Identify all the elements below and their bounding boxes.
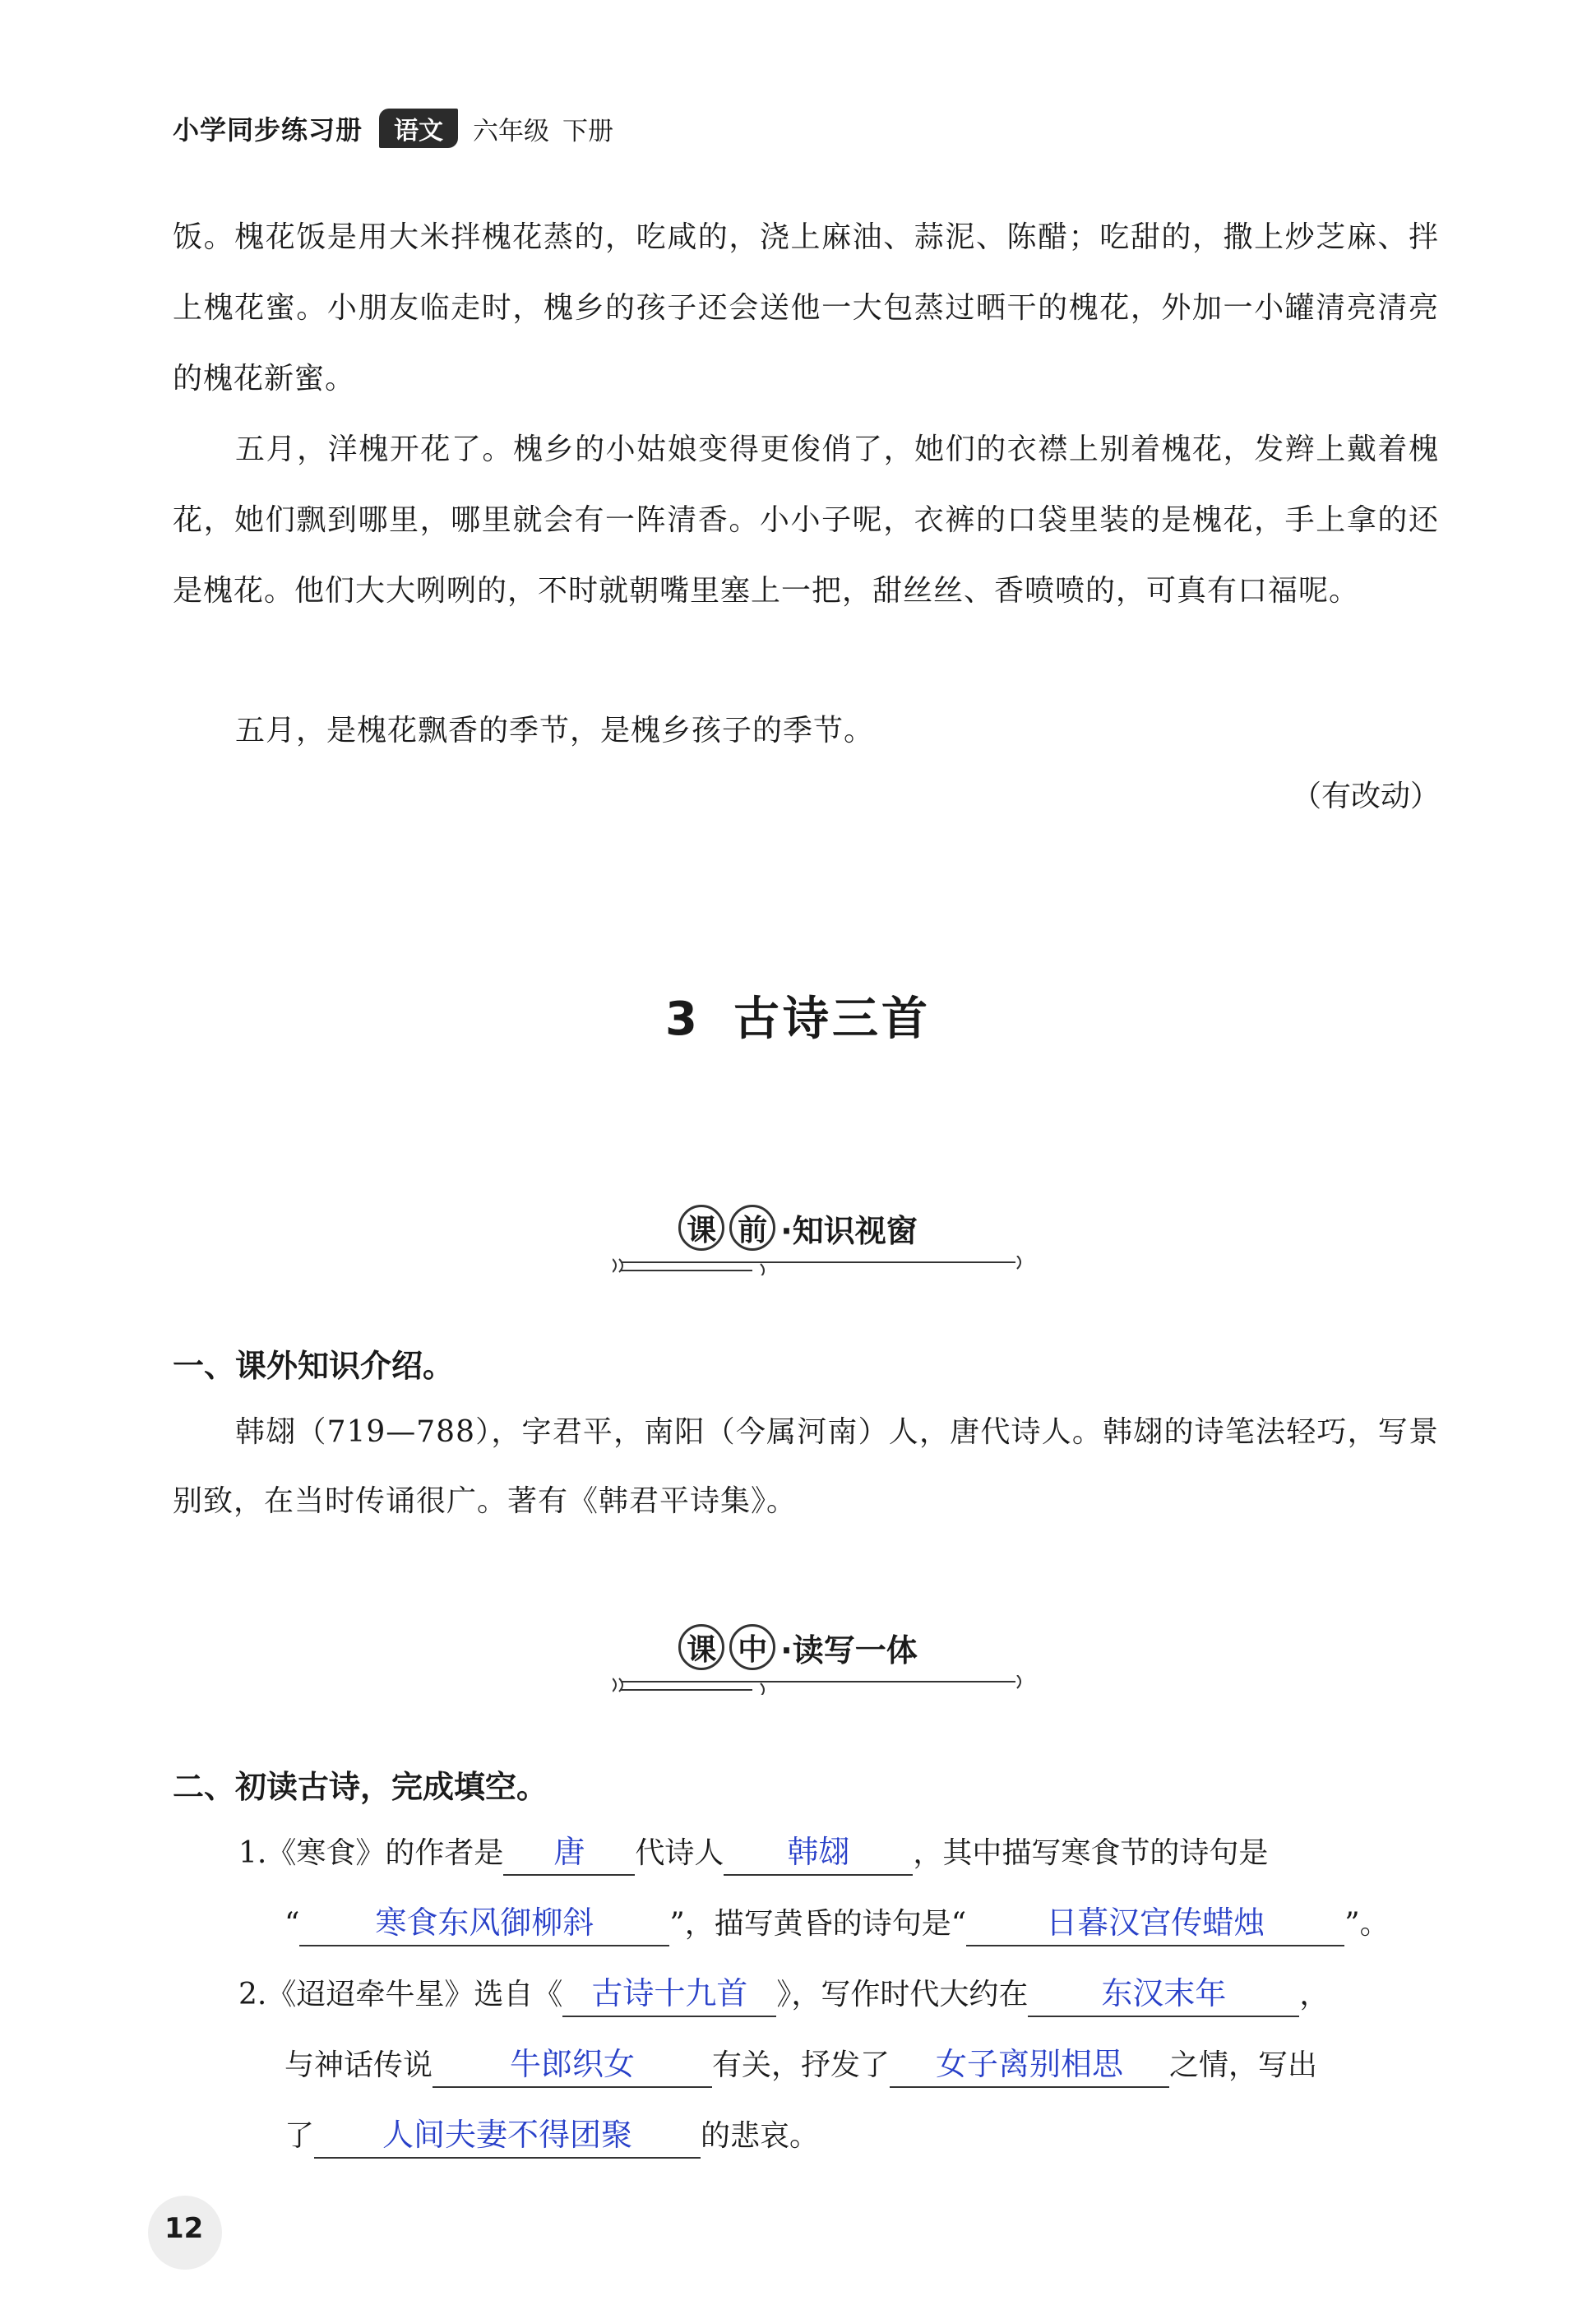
book-title: 小学同步练习册 bbox=[173, 114, 363, 146]
lesson-number: 3 bbox=[665, 993, 701, 1046]
passage-paragraph-3: 五月，是槐花飘香的季节，是槐乡孩子的季节。 bbox=[235, 714, 875, 748]
section-banner-pre-class bbox=[0, 1205, 1596, 1284]
fill-text: 与神话传说 bbox=[285, 2048, 433, 2082]
fill-item-2-line-1 bbox=[238, 1970, 1439, 2020]
banner-char-2: 前 bbox=[729, 1205, 775, 1251]
fill-text: 了 bbox=[285, 2119, 315, 2153]
page-header bbox=[173, 109, 613, 148]
banner-ornament-icon bbox=[613, 1256, 1024, 1275]
answer-blank[interactable]: 女子离别相思 bbox=[890, 2042, 1169, 2088]
fill-text: 有关，抒发了 bbox=[712, 2048, 891, 2082]
fill-item-1-line-2 bbox=[285, 1900, 1485, 1949]
banner-char-1: 课 bbox=[678, 1205, 724, 1251]
passage-paragraph-1: 饭。槐花饭是用大米拌槐花蒸的，吃咸的，浇上麻油、蒜泥、陈醋；吃甜的，撒上炒芝麻、拌上槐花蜜。小朋友临走时，槐乡的孩子还会送他一大包蒸过晒干的槐花，外加一小罐清亮清亮的槐花新蜜。 bbox=[173, 220, 1439, 396]
answer-blank[interactable]: 牛郎织女 bbox=[433, 2042, 712, 2088]
question-1-title: 一、课外知识介绍。 bbox=[173, 1348, 455, 1384]
fill-text: ”。 bbox=[1344, 1907, 1390, 1941]
banner-label: ·读写一体 bbox=[780, 1632, 918, 1669]
fill-item-1-line-1 bbox=[238, 1829, 1439, 1878]
fill-text: 1.《寒食》的作者是 bbox=[238, 1836, 504, 1870]
lesson-title bbox=[0, 983, 1596, 1048]
answer-blank[interactable]: 古诗十九首 bbox=[562, 1971, 776, 2017]
passage-paragraph-2: 五月，洋槐开花了。槐乡的小姑娘变得更俊俏了，她们的衣襟上别着槐花，发辫上戴着槐花，她们飘到哪里，哪里就会有一阵清香。小小子呢，衣裤的口袋里装的是槐花，手上拿的还是槐花。他们大大咧咧的，不时就朝嘴里塞上一把，甜丝丝、香喷喷的，可真有口福呢。 bbox=[173, 433, 1439, 608]
fill-item-2-line-2 bbox=[285, 2041, 1485, 2090]
answer-blank[interactable]: 东汉末年 bbox=[1028, 1971, 1299, 2017]
fill-text: 》，写作时代大约在 bbox=[776, 1978, 1029, 2011]
fill-text: ，其中描写寒食节的诗句是 bbox=[913, 1836, 1269, 1870]
answer-blank[interactable]: 日暮汉宫传蜡烛 bbox=[966, 1900, 1344, 1946]
question-2-title: 二、初读古诗，完成填空。 bbox=[173, 1769, 548, 1805]
grade-label: 六年级 bbox=[473, 116, 550, 146]
volume-label: 下册 bbox=[562, 116, 614, 146]
fill-text: 之情，写出 bbox=[1169, 2048, 1318, 2082]
fill-text: 代诗人 bbox=[635, 1836, 724, 1870]
answer-blank[interactable]: 唐 bbox=[503, 1830, 635, 1876]
subject-badge: 语文 bbox=[379, 109, 458, 148]
answer-blank[interactable]: 人间夫妻不得团聚 bbox=[314, 2113, 701, 2159]
source-note: （有改动） bbox=[1291, 780, 1440, 813]
banner-char-1: 课 bbox=[678, 1624, 724, 1670]
fill-text: 2.《迢迢牵牛星》选自《 bbox=[238, 1978, 563, 2011]
banner-label: ·知识视窗 bbox=[780, 1212, 918, 1249]
fill-text: 的悲哀。 bbox=[701, 2119, 820, 2153]
answer-blank[interactable]: 韩翃 bbox=[724, 1830, 913, 1876]
fill-text: ， bbox=[1299, 1978, 1330, 2011]
section-banner-in-class bbox=[0, 1624, 1596, 1703]
fill-item-2-line-3 bbox=[285, 2112, 1485, 2161]
question-1-text: 韩翃（719—788），字君平，南阳（今属河南）人，唐代诗人。韩翃的诗笔法轻巧，写景别致，在当时传诵很广。著有《韩君平诗集》。 bbox=[173, 1415, 1439, 1518]
fill-text: “ bbox=[285, 1907, 300, 1941]
lesson-name: 古诗三首 bbox=[733, 993, 931, 1046]
page-number: 12 bbox=[164, 2212, 204, 2245]
answer-blank[interactable]: 寒食东风御柳斜 bbox=[299, 1900, 669, 1946]
banner-char-2: 中 bbox=[729, 1624, 775, 1670]
fill-text: ”，描写黄昏的诗句是“ bbox=[669, 1907, 967, 1941]
banner-ornament-icon bbox=[613, 1675, 1024, 1695]
